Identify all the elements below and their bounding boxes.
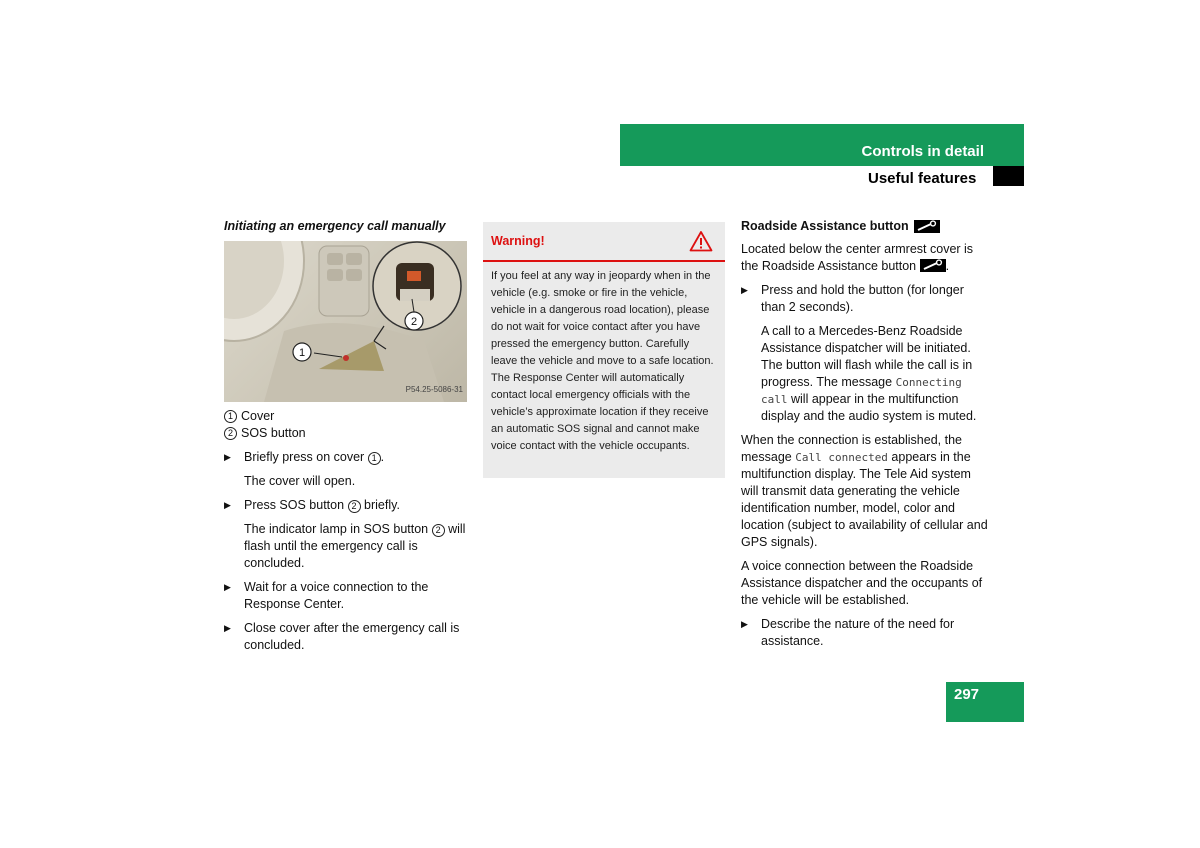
wrench-icon [914, 220, 940, 233]
step-text: Briefly press on cover [244, 450, 365, 464]
detail-text-end: will appear in the multifunction display and the audio system is muted. [761, 392, 977, 423]
legend-label: SOS button [241, 426, 306, 440]
right-heading-text: Roadside Assistance button [741, 219, 909, 233]
bullet-triangle-icon: ▶ [224, 452, 231, 462]
step-text-end: briefly. [364, 498, 400, 512]
warning-box [483, 222, 725, 478]
photo-callout-1: 1 [298, 347, 306, 359]
image-code: P54.25-5086-31 [405, 385, 463, 394]
ref-number: 2 [432, 524, 445, 537]
result-text-end: will flash until the emergency call is concluded. [244, 522, 466, 570]
bullet-triangle-icon: ▶ [224, 582, 231, 592]
step-text: Close cover after the emergency call is concluded. [244, 621, 460, 652]
intro-paragraph [741, 241, 991, 275]
step-result: The cover will open. [244, 474, 356, 488]
right-heading [741, 218, 991, 235]
display-message: Call connected [795, 451, 888, 464]
section-subtitle: Useful features [868, 170, 977, 187]
display-message: Connecting call [761, 376, 962, 406]
page-number: 297 [954, 686, 980, 703]
detail-text: A call to a Mercedes-Benz Roadside Assistance dispatcher will be initiated. The button will flash while the call is in progress. The message [761, 324, 973, 389]
step-text: Describe the nature of the need for assistance. [761, 617, 955, 648]
paragraph [741, 432, 991, 551]
step-result [224, 521, 469, 572]
step-item [224, 579, 469, 613]
step-detail [741, 323, 991, 425]
section-title: Controls in detail [861, 143, 984, 160]
dashboard-photo [224, 241, 467, 402]
intro-text-end: . [945, 259, 950, 273]
warning-triangle-icon [689, 230, 713, 252]
header-tab-marker [993, 166, 1024, 186]
left-heading: Initiating an emergency call manually [224, 219, 446, 233]
legend-item [224, 425, 469, 442]
left-column [224, 218, 469, 654]
wrench-icon [920, 259, 946, 272]
step-text: Wait for a voice connection to the Response Center. [244, 580, 429, 611]
paragraph: A voice connection between the Roadside Assistance dispatcher and the occupants of the vehicle will be established. [741, 559, 983, 607]
step-text-end: . [380, 450, 385, 464]
warning-text: If you feel at any way in jeopardy when in the vehicle (e.g. smoke or fire in the vehicle, vehicle in a dangerous road location), please do not wait for voice contact after you have pressed the emergency button. Carefully leave the vehicle and move to a safe location. The Response Center will automatically contact local emergency officials with the vehicle’s approximate location if they receive an automatic SOS signal and cannot make voice contact with the vehicle occupants. [491, 270, 714, 452]
photo-callout-2: 2 [410, 316, 418, 328]
header-bar [620, 124, 1024, 166]
page-number-tab [946, 682, 1024, 722]
legend-number: 2 [224, 427, 237, 440]
step-item [741, 616, 991, 650]
step-item [224, 620, 469, 654]
bullet-triangle-icon: ▶ [741, 285, 748, 295]
legend-item [224, 408, 469, 425]
step-text: Press SOS button [244, 498, 345, 512]
intro-text: Located below the center armrest cover is the Roadside Assistance button [741, 242, 974, 273]
legend-number: 1 [224, 410, 237, 423]
step-text: Press and hold the button (for longer than 2 seconds). [761, 283, 964, 314]
result-text: The indicator lamp in SOS button [244, 522, 429, 536]
bullet-triangle-icon: ▶ [224, 623, 231, 633]
para-text: When the connection is established, the message [741, 433, 962, 464]
right-column [741, 218, 991, 650]
bullet-triangle-icon: ▶ [741, 619, 748, 629]
warning-header [483, 222, 725, 262]
step-item [224, 449, 469, 466]
dashboard-illustration [224, 241, 467, 402]
bullet-triangle-icon: ▶ [224, 500, 231, 510]
para-text-end: appears in the multifunction display. The Tele Aid system will transmit data generating the vehicle identification number, model, color and location (subject to availability of cellular and GPS signals). [741, 450, 988, 549]
step-item [224, 497, 469, 514]
ref-number: 1 [368, 452, 381, 465]
legend-label: Cover [241, 409, 275, 423]
ref-number: 2 [348, 500, 361, 513]
warning-title: Warning! [491, 234, 545, 248]
step-item [741, 282, 991, 316]
